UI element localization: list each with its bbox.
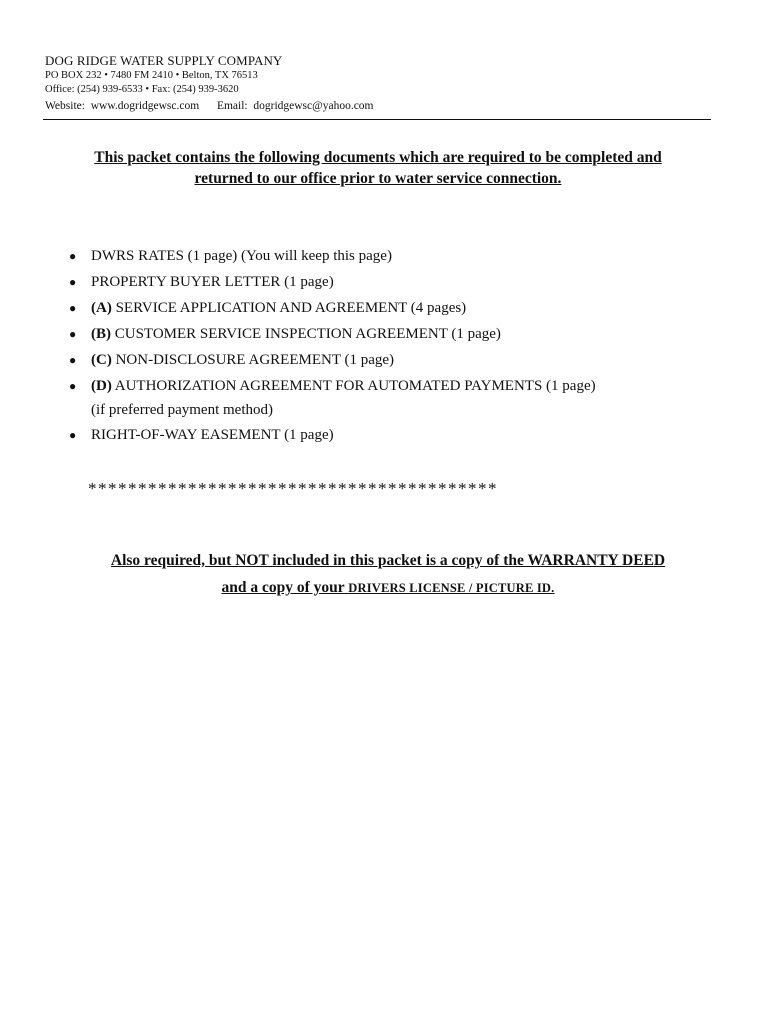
document-title: NON-DISCLOSURE AGREEMENT (1 page) bbox=[115, 352, 395, 368]
website-label: Website: bbox=[45, 100, 85, 112]
document-prefix: (B) bbox=[91, 326, 111, 342]
also-required-notice bbox=[45, 547, 731, 602]
document-note: (if preferred payment method) bbox=[91, 402, 273, 418]
intro-line-2: returned to our office prior to water service connection. bbox=[194, 170, 562, 187]
document-title: DWRS RATES (1 page) (You will keep this page) bbox=[91, 248, 392, 264]
bullet-icon: ● bbox=[69, 275, 77, 289]
document-title: RIGHT-OF-WAY EASEMENT (1 page) bbox=[91, 427, 334, 443]
intro-statement bbox=[45, 147, 711, 189]
company-phone-fax: Office: (254) 939-6533 • Fax: (254) 939-3620 bbox=[45, 84, 239, 95]
bullet-icon: ● bbox=[69, 428, 77, 442]
bullet-icon: ● bbox=[69, 327, 77, 341]
header-divider bbox=[43, 119, 711, 120]
list-item bbox=[69, 269, 729, 295]
list-item bbox=[69, 422, 729, 448]
document-prefix: (A) bbox=[91, 300, 112, 316]
list-item bbox=[69, 321, 729, 347]
company-address: PO BOX 232 • 7480 FM 2410 • Belton, TX 76513 bbox=[45, 70, 258, 81]
bullet-icon: ● bbox=[69, 379, 77, 393]
document-prefix: (D) bbox=[91, 378, 112, 394]
email-link[interactable]: dogridgewsc@yahoo.com bbox=[253, 100, 374, 112]
list-item bbox=[69, 295, 729, 321]
email-label: Email: bbox=[216, 100, 248, 112]
document-title: SERVICE APPLICATION AND AGREEMENT (4 pages) bbox=[115, 300, 467, 316]
bullet-icon: ● bbox=[69, 301, 77, 315]
document-title: PROPERTY BUYER LETTER (1 page) bbox=[91, 274, 334, 290]
document-list bbox=[69, 243, 729, 448]
document-title: CUSTOMER SERVICE INSPECTION AGREEMENT (1 page) bbox=[114, 326, 501, 342]
document-title: AUTHORIZATION AGREEMENT FOR AUTOMATED PAYMENTS (1 page) bbox=[114, 378, 596, 394]
company-web-email bbox=[45, 98, 715, 114]
also-required-line-1: Also required, but NOT included in this packet is a copy of the WARRANTY DEED bbox=[110, 552, 666, 569]
document-prefix: (C) bbox=[91, 352, 112, 368]
also-required-line-2 bbox=[45, 574, 731, 602]
website-link[interactable]: www.dogridgewsc.com bbox=[90, 100, 200, 112]
bullet-icon: ● bbox=[69, 353, 77, 367]
also-required-line-2-end: DRIVERS LICENSE / PICTURE ID. bbox=[348, 581, 555, 595]
also-required-line-2-start: and a copy of your bbox=[221, 579, 345, 596]
asterisk-separator: ***************************************** bbox=[88, 479, 498, 498]
intro-line-1: This packet contains the following documents which are required to be completed and bbox=[94, 149, 662, 166]
letterhead bbox=[45, 52, 715, 114]
list-item bbox=[69, 373, 729, 422]
company-name: DOG RIDGE WATER SUPPLY COMPANY bbox=[45, 53, 283, 68]
bullet-icon: ● bbox=[69, 249, 77, 263]
list-item bbox=[69, 243, 729, 269]
list-item bbox=[69, 347, 729, 373]
